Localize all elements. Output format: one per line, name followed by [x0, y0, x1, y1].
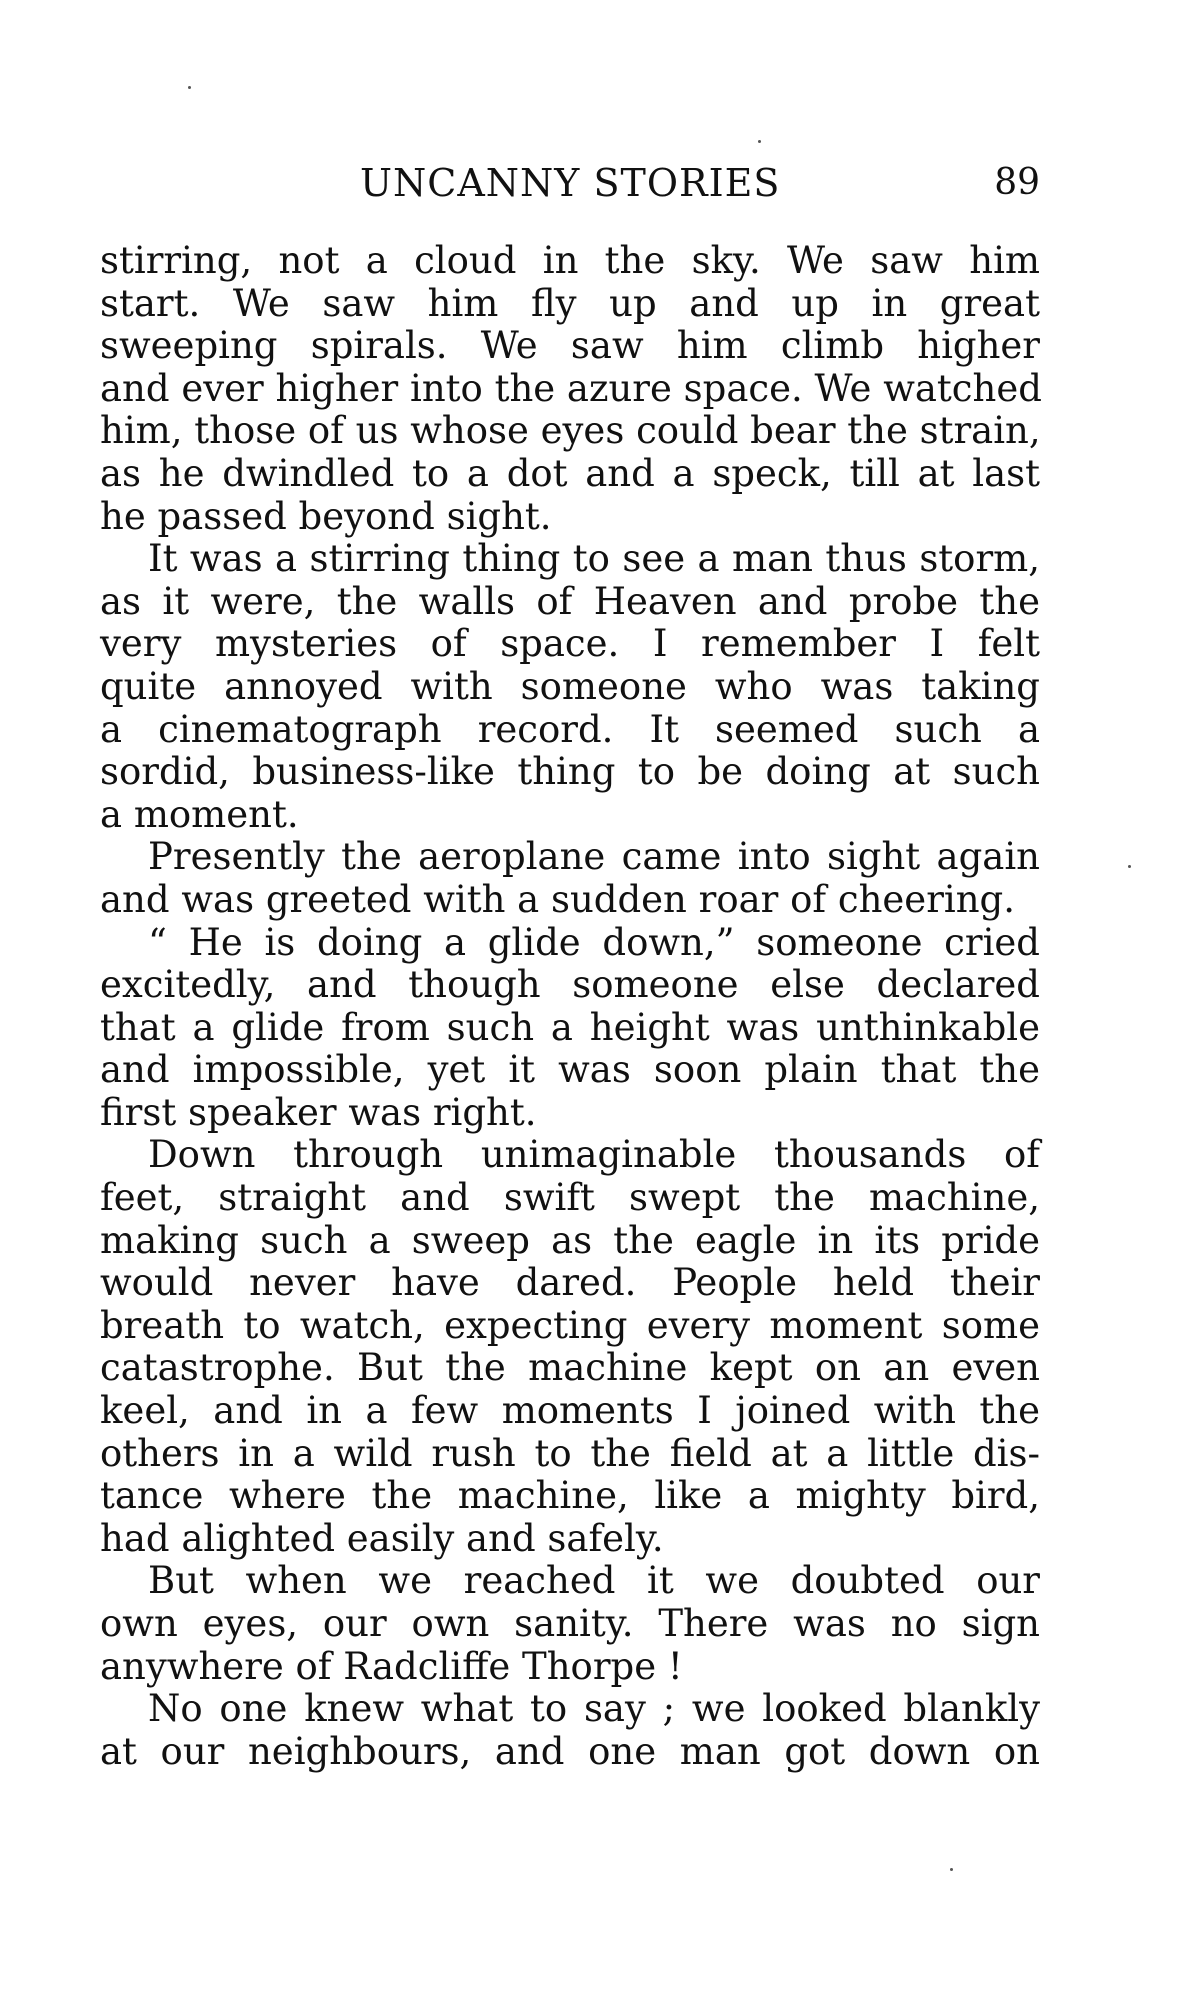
print-speck: [1128, 865, 1131, 868]
paragraph-start-line: Presently the aeroplane came into sight again: [148, 835, 1040, 879]
paragraph-start-line: It was a stirring thing to see a man thus storm,: [148, 537, 1040, 581]
text-line: anywhere of Radcliffe Thorpe !: [100, 1644, 683, 1688]
text-line: at our neighbours, and one man got down on: [100, 1729, 1040, 1773]
running-header: [100, 158, 1040, 208]
text-line: tance where the machine, like a mighty bird,: [100, 1474, 1040, 1518]
text-line: very mysteries of space. I remember I felt: [100, 622, 1040, 666]
text-line: breath to watch, expecting every moment some: [100, 1303, 1040, 1347]
page-number: 89: [994, 162, 1040, 203]
text-line: would never have dared. People held their: [100, 1261, 1040, 1305]
text-line: others in a wild rush to the field at a little dis-: [100, 1431, 1040, 1475]
text-line: sordid, business-like thing to be doing at such: [100, 750, 1040, 794]
text-line: he passed beyond sight.: [100, 494, 552, 538]
text-line: own eyes, our own sanity. There was no sign: [100, 1602, 1040, 1645]
running-title: UNCANNY STORIES: [360, 161, 781, 205]
print-speck: [758, 140, 761, 143]
text-line: feet, straight and swift swept the machine,: [100, 1176, 1040, 1220]
paragraph-start-line: “ He is doing a glide down,” someone cried: [148, 920, 1040, 964]
paragraph-start-line: But when we reached it we doubted our: [148, 1559, 1040, 1603]
text-line: as it were, the walls of Heaven and probe the: [100, 579, 1040, 623]
text-line: him, those of us whose eyes could bear the strain,: [100, 409, 1041, 453]
print-speck: [950, 1868, 953, 1871]
text-line: keel, and in a few moments I joined with the: [100, 1389, 1040, 1433]
paragraph-start-line: No one knew what to say ; we looked blankly: [148, 1687, 1040, 1731]
text-line: catastrophe. But the machine kept on an even: [100, 1346, 1040, 1390]
text-line: as he dwindled to a dot and a speck, till at last: [100, 451, 1040, 495]
text-line: that a glide from such a height was unthinkable: [100, 1005, 1040, 1049]
text-line: start. We saw him fly up and up in great: [100, 281, 1040, 325]
text-line: quite annoyed with someone who was taking: [100, 664, 1040, 708]
text-line: stirring, not a cloud in the sky. We saw him: [100, 239, 1040, 282]
text-line: and ever higher into the azure space. We watched: [100, 366, 1042, 410]
text-line: making such a sweep as the eagle in its pride: [100, 1218, 1040, 1262]
text-line: excitedly, and though someone else declared: [100, 963, 1040, 1007]
text-line: sweeping spirals. We saw him climb higher: [100, 324, 1040, 368]
print-speck: [188, 86, 191, 89]
body-text: [100, 240, 1040, 1773]
paragraph-start-line: Down through unimaginable thousands of: [148, 1133, 1040, 1177]
text-line: a moment.: [100, 792, 299, 836]
text-line: had alighted easily and safely.: [100, 1516, 664, 1560]
text-line: and was greeted with a sudden roar of cheering.: [100, 877, 1015, 921]
text-line: a cinematograph record. It seemed such a: [100, 707, 1040, 751]
text-line: first speaker was right.: [100, 1090, 537, 1134]
text-line: and impossible, yet it was soon plain that the: [100, 1048, 1040, 1092]
